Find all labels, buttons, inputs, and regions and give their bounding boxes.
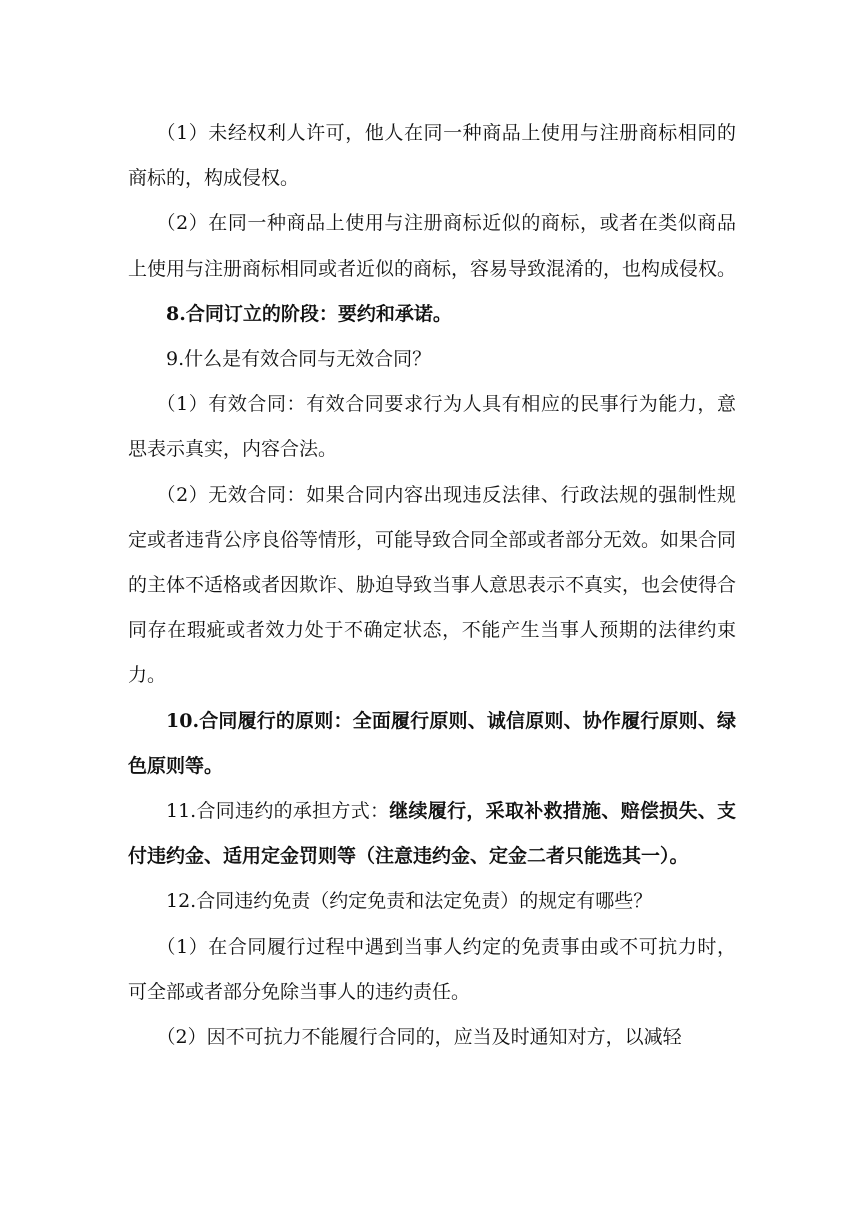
heading-valid-invalid-contract: 9.什么是有效合同与无效合同？ [166, 348, 432, 371]
document-body [128, 111, 736, 1060]
paragraph-exemption-1: （1）在合同履行过程中遇到当事人约定的免责事由或不可抗力时，可全部或者部分免除当事人的违约责任。 [128, 935, 736, 1003]
heading-contract-formation: 8.合同订立的阶段：要约和承诺。 [166, 302, 452, 325]
heading-contract-performance: 10.合同履行的原则：全面履行原则、诚信原则、协作履行原则、绿色原则等。 [128, 709, 736, 777]
paragraph-valid-contract: （1）有效合同：有效合同要求行为人具有相应的民事行为能力，意思表示真实，内容合法。 [128, 393, 736, 461]
heading-breach-exemption: 12.合同违约免责（约定免责和法定免责）的规定有哪些？ [166, 890, 653, 913]
paragraph-trademark-infringement-2: （2）在同一种商品上使用与注册商标近似的商标，或者在类似商品上使用与注册商标相同或者近似的商标，容易导致混淆的，也构成侵权。 [128, 212, 737, 280]
paragraph-breach-liability [128, 789, 736, 879]
breach-liability-label: 11.合同违约的承担方式： [166, 800, 390, 823]
breach-liability-methods: 继续履行，采取补救措施、赔偿损失、支付违约金、适用定金罚则等（注意违约金、定金二者只能选其一）。 [128, 800, 736, 868]
paragraph-trademark-infringement-1: （1）未经权利人许可，他人在同一种商品上使用与注册商标相同的商标的，构成侵权。 [128, 122, 736, 190]
paragraph-invalid-contract: （2）无效合同：如果合同内容出现违反法律、行政法规的强制性规定或者违背公序良俗等情形，可能导致合同全部或者部分无效。如果合同的主体不适格或者因欺诈、胁迫导致当事人意思表示不真实，也会使得合同存在瑕疵或者效力处于不确定状态，不能产生当事人预期的法律约束力。 [128, 483, 737, 687]
paragraph-exemption-2: （2）因不可抗力不能履行合同的，应当及时通知对方，以减轻 [156, 1026, 682, 1049]
